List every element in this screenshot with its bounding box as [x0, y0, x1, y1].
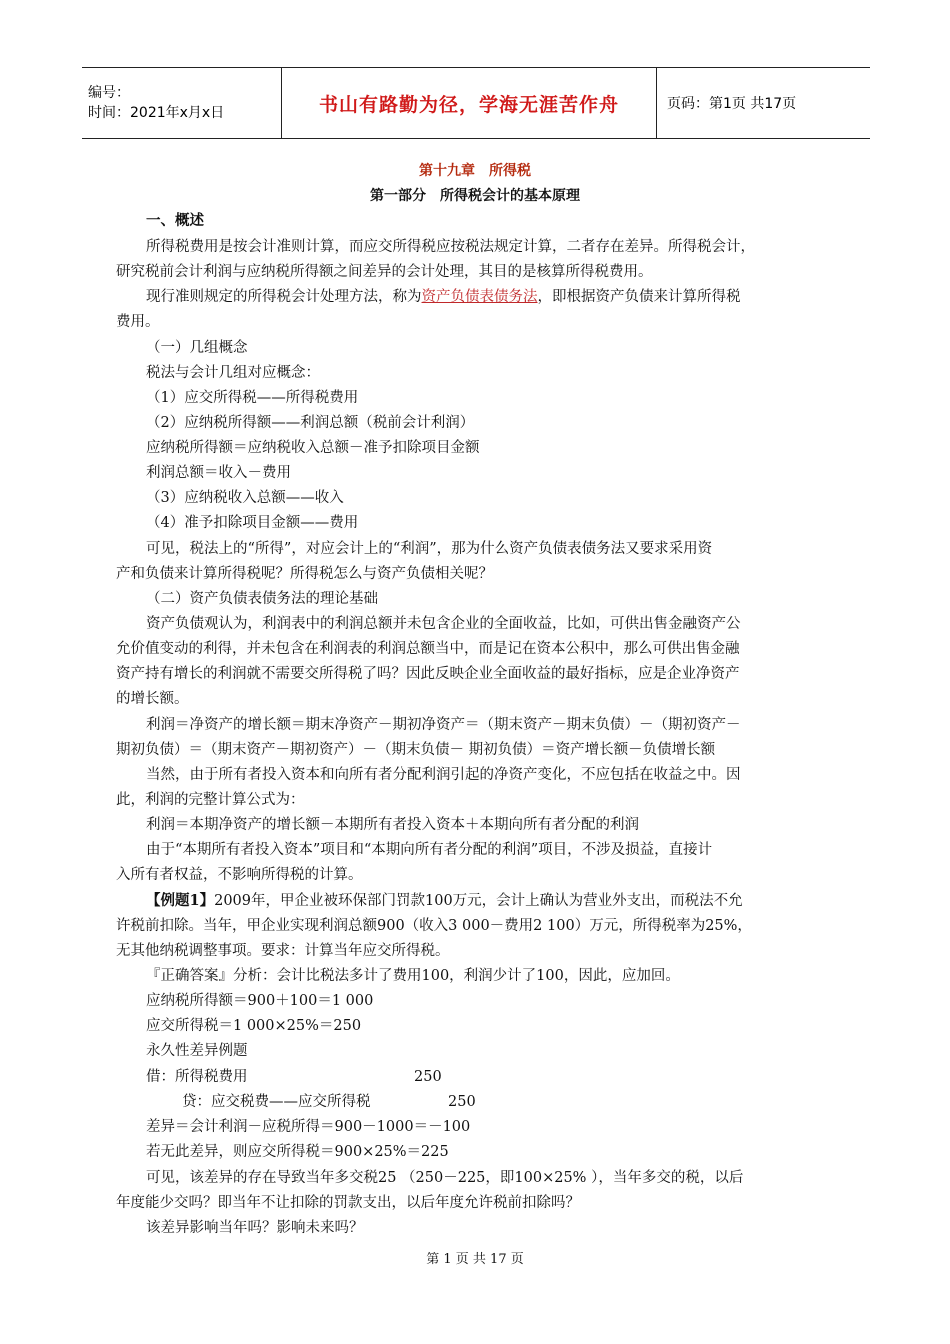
concept-line: （2）应纳税所得额——利润总额（税前会计利润） [146, 415, 475, 431]
paragraph-line: 产和负债来计算所得税呢？所得税怎么与资产负债相关呢？ [116, 566, 493, 582]
paragraph-line: 所得税费用是按会计准则计算，而应交所得税应按税法规定计算，二者存在差异。所得税会计， [146, 239, 755, 255]
calc-line: 若无此差异，则应交所得税＝900×25%＝225 [146, 1144, 449, 1160]
paragraph-line: 由于“本期所有者投入资本”项目和“本期向所有者分配的利润”项目，不涉及损益，直接计 [146, 842, 713, 858]
document-number-label: 编号： [88, 85, 130, 101]
example-text: 2009年，甲企业被环保部门罚款100万元，会计上确认为营业外支出，而税法不允 [214, 893, 743, 909]
calc-line: 永久性差异例题 [146, 1043, 248, 1059]
concept-line: （3）应纳税收入总额——收入 [146, 490, 344, 506]
method-link[interactable]: 资产负债表债务法 [421, 289, 538, 305]
subsection-heading: （二）资产负债表债务法的理论基础 [146, 591, 378, 607]
page-header [82, 67, 870, 139]
journal-credit-amount: 250 [448, 1094, 476, 1110]
concept-line: 利润总额＝收入－费用 [146, 465, 291, 481]
question-line: 该差异影响当年吗？影响未来吗？ [146, 1220, 364, 1236]
paragraph-line: 期初负债）＝（期末资产－期初资产）－（期末负债－ 期初负债）＝资产增长额－负债增长额 [116, 742, 716, 758]
paragraph-line: 年度能少交吗？即当年不让扣除的罚款支出，以后年度允许税前扣除吗？ [116, 1195, 580, 1211]
concept-line: （4）准予扣除项目金额——费用 [146, 515, 359, 531]
journal-debit-amount: 250 [414, 1069, 442, 1085]
paragraph-line: 允价值变动的利得，并未包含在利润表的利润总额当中，而是记在资本公积中，那么可供出售金融 [116, 641, 740, 657]
concept-line: 税法与会计几组对应概念： [146, 365, 320, 381]
example-tag: 【例题1】 [146, 892, 215, 909]
paragraph-line: 资产持有增长的利润就不需要交所得税了吗？因此反映企业全面收益的最好指标，应是企业净资产 [116, 666, 740, 682]
paragraph-line: 利润＝净资产的增长额＝期末净资产－期初净资产＝（期末资产－期末负债）－（期初资产－ [146, 717, 741, 733]
concept-line: （1）应交所得税——所得税费用 [146, 390, 359, 406]
paragraph-line: 此，利润的完整计算公式为： [116, 792, 305, 808]
calc-line: 应交所得税＝1 000×25%＝250 [146, 1018, 362, 1034]
paragraph-line: 费用。 [116, 314, 160, 330]
journal-debit-account: 借：所得税费用 [146, 1069, 248, 1085]
concept-line: 应纳税所得额＝应纳税收入总额－准予扣除项目金额 [146, 440, 480, 456]
example-line: 无其他纳税调整事项。要求：计算当年应交所得税。 [116, 943, 450, 959]
journal-debit [146, 1067, 870, 1087]
paragraph-line: 入所有者权益，不影响所得税的计算。 [116, 867, 363, 883]
page-footer: 第 1 页 共 17 页 [426, 1252, 524, 1267]
paragraph-text: ，即根据资产负债来计算所得税 [537, 289, 741, 305]
paragraph-text: 现行准则规定的所得税会计处理方法，称为 [146, 289, 422, 305]
formula-line: 利润＝本期净资产的增长额－本期所有者投入资本＋本期向所有者分配的利润 [146, 817, 639, 833]
paragraph-line [146, 287, 870, 307]
section-heading: 一、概述 [146, 213, 204, 229]
answer-line: 『正确答案』分析：会计比税法多计了费用100，利润少计了100，因此，应加回。 [146, 968, 680, 984]
calc-line: 应纳税所得额＝900＋100＝1 000 [146, 993, 374, 1009]
document-date: 时间：2021年x月x日 [88, 105, 225, 121]
paragraph-line: 研究税前会计利润与应纳税所得额之间差异的会计处理，其目的是核算所得税费用。 [116, 264, 653, 280]
calc-line: 差异＝会计利润－应税所得＝900－1000＝－100 [146, 1119, 471, 1135]
example-line [146, 891, 870, 911]
paragraph-line: 可见，税法上的“所得”，对应会计上的“利润”，那为什么资产负债表债务法又要求采用资 [146, 541, 713, 557]
subsection-heading: （一）几组概念 [146, 340, 248, 356]
example-line: 许税前扣除。当年，甲企业实现利润总额900（收入3 000－费用2 100）万元，所得税率为25%， [116, 918, 752, 934]
paragraph-line: 当然，由于所有者投入资本和向所有者分配利润引起的净资产变化，不应包括在收益之中。因 [146, 767, 741, 783]
header-motto: 书山有路勤为径，学海无涯苦作舟 [282, 68, 657, 138]
journal-credit-account: 贷：应交税费——应交所得税 [182, 1094, 371, 1110]
header-page-info: 页码：第1页 共17页 [667, 96, 797, 112]
paragraph-line: 资产负债观认为，利润表中的利润总额并未包含企业的全面收益，比如，可供出售金融资产公 [146, 616, 741, 632]
header-meta [82, 68, 282, 138]
paragraph-line: 的增长额。 [116, 691, 189, 707]
paragraph-line: 可见，该差异的存在导致当年多交税25 （250－225，即100×25% ），当年多交的税，以后 [146, 1170, 744, 1186]
part-title: 第一部分 所得税会计的基本原理 [370, 188, 580, 204]
chapter-title: 第十九章 所得税 [419, 163, 531, 179]
